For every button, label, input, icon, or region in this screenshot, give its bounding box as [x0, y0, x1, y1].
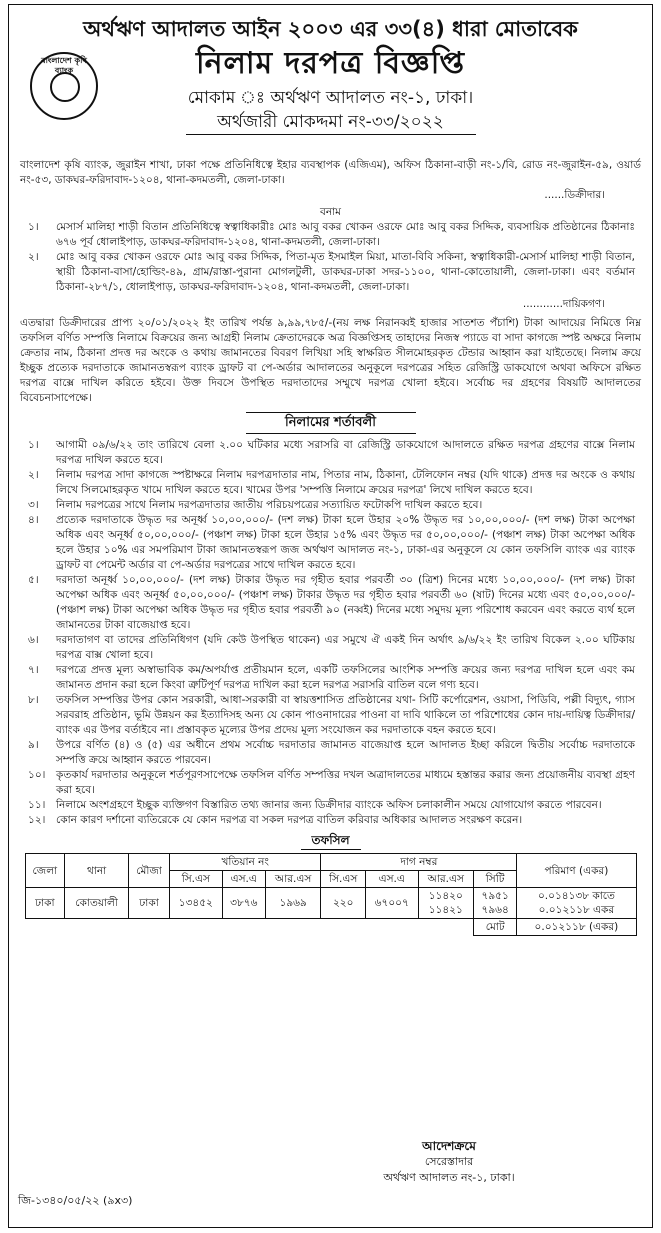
term-number: ৬।	[28, 634, 39, 646]
cell-thana: কোতয়ালী	[65, 888, 129, 919]
col-dag-rs: আর.এস	[418, 871, 473, 888]
signature-title: সেরেস্তাদার	[424, 1155, 474, 1168]
col-dag: দাগ নম্বর	[321, 854, 517, 871]
case-number: অর্থজারী মোকদ্দমা নং-৩৩/২০২২	[217, 112, 444, 132]
dag-city-2: ৭৯৬৪	[481, 904, 509, 916]
dag-rs-1: ১১৪২০	[428, 890, 463, 902]
term-number: ৪।	[28, 514, 39, 526]
term-text: কৃতকার্য দরদাতার অনুকূলে শর্তপূরণসাপেক্ষে তফসিল বর্ণিত সম্পত্তির দখল অত্রাদালতের মাধ্যমে হস্তান্তর করার জন্য প্রয়োজনীয় ব্যবস্থা গ্রহণ করা হবে।	[56, 769, 635, 796]
signature-order-line: আদেশক্রমে	[422, 1139, 476, 1153]
term-number: ৯।	[28, 739, 39, 751]
term-text: উপরে বর্ণিত (৪) ও (৫) এর অধীনে প্রথম সর্বোচ্চ দরদাতার জামানত বাজেয়াপ্ত হলে আদালত ইচ্ছা করিলে দ্বিতীয় সর্বোচ্চ দরদাতাকে সম্পত্তি ক্রয়ে আহ্বান করতে পারবেন।	[56, 739, 635, 766]
notice-header	[16, 44, 645, 156]
notice-title: নিলাম দরপত্র বিজ্ঞপ্তি	[196, 46, 465, 81]
term-number: ১।	[28, 439, 39, 451]
col-mouza: মৌজা	[129, 854, 170, 888]
col-area: পরিমাণ (একর)	[517, 854, 636, 888]
term-number: ২।	[28, 469, 39, 481]
term-number: ১২।	[28, 814, 46, 826]
seal-text: বাংলাদেশ কৃষি ব্যাংক	[41, 56, 87, 75]
notice-paragraph: এতদ্বারা ডিক্রীদারের প্রাপ্য ২০/০১/২০২২ ইং তারিখ পর্যন্ত ৯,৯৯,৭৮৫/-(নয় লক্ষ নিরানব্বই হাজার সাতশত পঁচাশি) টাকা আদায়ের নিমিত্তে নিম্ন তফসিল বর্ণিত সম্পত্তি নিলামে বিক্রয়ের জন্য আগ্রহী নিলাম ক্রেতাদেরকে অত্র বিজ্ঞপ্তিসহ তাহাদের নিজস্ব প্যাডে বা সাদা কাগজে স্পষ্ট অক্ষরে নিলাম ক্রেতার নাম, ঠিকানা প্রদত্ত দর অংকে ও কথায় জামানতের বিবরণ লিখিয়া সহি স্বাক্ষরিত সীলমোহরকৃত টেন্ডার আহ্বান করা যাইতেছে। নিলাম ক্রয়ে ইচ্ছুক প্রত্যেক দরদাতাকে জামানতস্বরূপ ব্যাংক ড্রাফট বা পে-অর্ডার আদালতের অনুকূলে দরপত্রের সহিত রেজিস্ট্রি ডাকযোগে অথবা অফিসে রক্ষিত দরপত্র বাক্সে দাখিল করিতে হইবে। উক্ত দিবসে উপস্থিত দরদাতাদের সম্মুখে দরপত্র খোলা হইবে। সর্বোচ্চ দর গ্রহণের বিষয়টি আদালতের বিবেচনাসাপেক্ষে।	[20, 317, 641, 404]
col-khatian-sa: এস.এ	[222, 871, 265, 888]
term-number: ৫।	[28, 574, 39, 586]
plaintiff-text: বাংলাদেশ কৃষি ব্যাংক, জুরাইন শাখা, ঢাকা পক্ষে প্রতিনিধিত্বে ইহার ব্যবস্থাপক (এজিএম), অফিস ঠিকানা-বাড়ী নং-১/বি, রোড নং-জুরাইন-৫৯, ওয়ার্ড নং-৫৩, ডাকঘর-ফরিদাবাদ-১২০৪, থানা-কদমতলী, জেলা-ঢাকা।	[20, 159, 641, 186]
defendant-text: মেসার্স মালিহা শাড়ী বিতান প্রতিনিধিত্বে স্বত্বাধিকারীঃ মোঃ আবু বকর খোকন ওরফে মোঃ আবু বকর সিদ্দিক, ব্যবসায়িক প্রতিষ্ঠানের ঠিকানাঃ ৬৭৬ পূর্ব ধোলাইপাড়, ডাকঘর-ফরিদাবাদ-১২০৪, থানা-কদমতলী, জেলা-ঢাকা।	[56, 221, 635, 248]
term-text: কোন কারণ দর্শানো ব্যতিরেকে যে কোন দরপত্র বা সকল দরপত্র বাতিল করিবার অধিকার আদালত সংরক্ষণ করেন।	[56, 814, 523, 826]
case-number-underline	[186, 134, 476, 135]
signature-court: অর্থঋণ আদালত নং-১, ঢাকা।	[383, 1171, 515, 1184]
versus-label: বনাম	[320, 206, 341, 218]
plaintiff-role: ......ডিক্রীদার।	[544, 189, 605, 201]
defendant-text: মোঃ আবু বকর খোকন ওরফে মোঃ আবু বকর সিদ্দিক, পিতা-মৃত ইসমাইল মিয়া, মাতা-বিবি সকিনা, স্বত্বাধিকারী-মেসার্স মালিহা শাড়ী বিতান, স্থায়ী ঠিকানা-বাসা/হোল্ডিং-৪৯, গ্রাম/রাস্তা-পুরানা মোগলটুলী, ডাকঘর-ঢাকা সদর-১১০০, থানা-কোতোয়ালী, জেলা-ঢাকা। এবং বর্তমান ঠিকানা-২৮৭/১, ধোলাইপাড়, ডাকঘর-ফরিদাবাদ-১২০৪, থানা-কদমতলী, জেলা-ঢাকা।	[56, 251, 635, 293]
act-reference-line: অর্থঋণ আদালত আইন ২০০৩ এর ৩৩(৪) ধারা মোতাবেক	[83, 17, 578, 41]
term-text: দরদাতাগণ বা তাদের প্রতিনিধিগণ (যদি কেউ উপস্থিত থাকেন) এর সমুখে ঐ একই দিন অর্থাৎ ৯/৬/২২ ইং তারিখ বিকেল ২.০০ ঘটিকায় দরপত্র বাক্স খোলা হবে।	[56, 634, 635, 661]
term-text: নিলামে অংশগ্রহণে ইচ্ছুক ব্যক্তিগণ বিস্তারিত তথ্য জানার জন্য ডিক্রীদার ব্যাংকে অফিস চলাকালীন সময়ে যোগাযোগ করতে পারবেন।	[56, 799, 602, 811]
term-number: ৩।	[28, 499, 39, 511]
col-khatian-rs: আর.এস	[265, 871, 320, 888]
term-text: দরদাতা অনূর্ধ্ব ১০,০০,০০০/- (দশ লক্ষ) টাকার উদ্ধৃত দর গৃহীত হবার পরবর্তী ৩০ (ত্রিশ) দিনের মধ্যে ১০,০০,০০০/- (দশ লক্ষ) টাকা অপেক্ষা অধিক এবং অনূর্ধ্ব ৫০,০০,০০০/- (পঞ্চাশ লক্ষ) টাকার উদ্ধৃত দর গৃহীত হবার পরবর্তী ৬০ (ষাট) দিনের মধ্যে এবং ৫০,০০,০০০/- (পঞ্চাশ লক্ষ) টাকা অপেক্ষা অধিক উদ্ধৃত দর গৃহীত হবার পরবর্তী ৯০ (নব্বই) দিনের মধ্যে সমুদয় মূল্য পরিশোধ করবেন এবং করতে ব্যর্থ হলে জামানতের টাকা বাজেয়াপ্ত হবে।	[56, 574, 635, 631]
cell-dag-cs: ২২০	[321, 888, 366, 919]
page-border	[8, 4, 653, 1228]
term-number: ৮।	[28, 694, 39, 706]
bank-seal-logo	[30, 52, 98, 120]
area-2: ০.০১২১১৮ একর	[538, 904, 615, 916]
term-text: প্রত্যেক দরদাতাকে উদ্ধৃত দর অনূর্ধ্ব ১০,০০,০০০/- (দশ লক্ষ) টাকা হলে উহার ২০% উদ্ধৃত দর ১০,০০,০০০/- (দশ লক্ষ) টাকা অপেক্ষা অধিক এবং অনূর্ধ্ব ৫০,০০,০০০/- (পঞ্চাশ লক্ষ) টাকা হলে উহার ১৫% এবং উদ্ধৃত দর ৫০,০০,০০০/- (পঞ্চাশ লক্ষ) টাকা অপেক্ষা অধিক হলে উহার ১০% এর সমপরিমাণ টাকা জামানতস্বরূপ জজ অর্থঋণ আদালত নং-১, ঢাকা-এর অনুকূলে যে কোন তফসিলি ব্যাংক এর ব্যাংক ড্রাফট বা পেমেন্ট অর্ডার বা পে-অর্ডার দরপত্রের সাথে দাখিল করতে হবে।	[56, 514, 635, 571]
schedule-title: তফসিল	[311, 833, 350, 847]
terms-title: নিলামের শর্তাবলী	[246, 412, 416, 434]
term-number: ১১।	[28, 799, 46, 811]
cell-mouza: ঢাকা	[129, 888, 170, 919]
col-dag-sa: এস.এ	[365, 871, 418, 888]
col-khatian-cs: সি.এস	[170, 871, 223, 888]
col-dag-city: সিটি	[473, 871, 516, 888]
total-value: ০.০১২১১৮ (একর)	[517, 919, 636, 936]
cell-district: ঢাকা	[25, 888, 65, 919]
col-district: জেলা	[25, 854, 65, 888]
court-name: মোকাম ঃ অর্থঋণ আদালত নং-১, ঢাকা।	[187, 88, 474, 108]
cell-khatian-rs: ১৯৬৯	[265, 888, 320, 919]
col-khatian: খতিয়ান নং	[170, 854, 321, 871]
defendant-number: ২।	[28, 251, 39, 263]
signature-block	[349, 1138, 549, 1186]
term-number: ৭।	[28, 664, 39, 676]
defendant-number: ১।	[28, 221, 39, 233]
cell-khatian-sa: ৩৮৭৬	[222, 888, 265, 919]
seal-emblem-icon	[50, 72, 80, 102]
dag-city-1: ৭৯৫১	[481, 890, 509, 902]
total-label: মোট	[473, 919, 516, 936]
term-text: আগামী ০৯/৬/২২ তাং তারিখে বেলা ২.০০ ঘটিকার মধ্যে সরাসরি বা রেজিস্ট্রি ডাকযোগে আদালতে রক্ষিত দরপত্র গ্রহণের বাক্সে নিলাম দরপত্র দাখিল করতে হবে।	[56, 439, 635, 466]
dag-rs-2: ১১৪২১	[428, 904, 463, 916]
term-text: তফসিল সম্পত্তির উপর কোন সরকারী, আধা-সরকারী বা স্বায়ত্তশাসিত প্রতিষ্ঠানের যথা- সিটি কর্পোরেশন, ওয়াসা, পিডিবি, পল্লী বিদ্যুৎ, গ্যাস সরবরাহ প্রতিষ্ঠান, ভূমি উন্নয়ন কর ইত্যাদিসহ অন্য যে কোন পাওনাদারের পাওনা বা দাবি থাকিলে তা পরিশোধের কোন দায়-দায়িত্ব ডিক্রীদার/ব্যাংক এর উপর বর্তাইবে না। প্রস্তাবকৃত মূল্যের উপর প্রদেয় মূল্য সংযোজন কর দরদাতাকে বহন করতে হবে।	[56, 694, 635, 736]
term-text: দরপত্রে প্রদত্ত মূল্য অস্বাভাবিক কম/অপর্যাপ্ত প্রতীয়মান হলে, একটি তফসিলের আংশিক সম্পত্তি ক্রয়ের জন্য দরপত্র দাখিল হলে এবং কম জামানত প্রদান করা হলে কিংবা ত্রুটিপূর্ণ দরপত্র দাখিল করা হলে দরপত্র সরাসরি বাতিল বলে গণ্য হবে।	[56, 664, 635, 691]
cell-khatian-cs: ১৩৪৫২	[170, 888, 223, 919]
cell-dag-sa: ৬৭০০৭	[365, 888, 418, 919]
area-1: ০.০১৪১৩৮ কাতে	[537, 890, 615, 902]
defendant-role: ............দায়িকগণ।	[522, 298, 605, 310]
col-dag-cs: সি.এস	[321, 871, 366, 888]
term-number: ১০।	[28, 769, 46, 781]
footer-reference: জি-১৩৪০/০৫/২২ (৯x৩)	[18, 1194, 133, 1207]
term-text: নিলাম দরপত্রের সাথে নিলাম দরপত্রদাতার জাতীয় পরিচয়পত্রের সত্যায়িত ফটোকপি দাখিল করতে হবে।	[56, 499, 483, 511]
col-thana: থানা	[65, 854, 129, 888]
term-text: নিলাম দরপত্র সাদা কাগজে স্পষ্টাক্ষরে নিলাম দরপত্রদাতার নাম, পিতার নাম, ঠিকানা, টেলিফোন নম্বর (যদি থাকে) প্রদত্ত দর অংকে ও কথায় লিখে সিলমোহরকৃত খামে দাখিল করতে হবে। খামের উপর 'সম্পত্তি নিলামে ক্রয়ের দরপত্র' লিখে দাখিল করতে হবে।	[56, 469, 635, 496]
